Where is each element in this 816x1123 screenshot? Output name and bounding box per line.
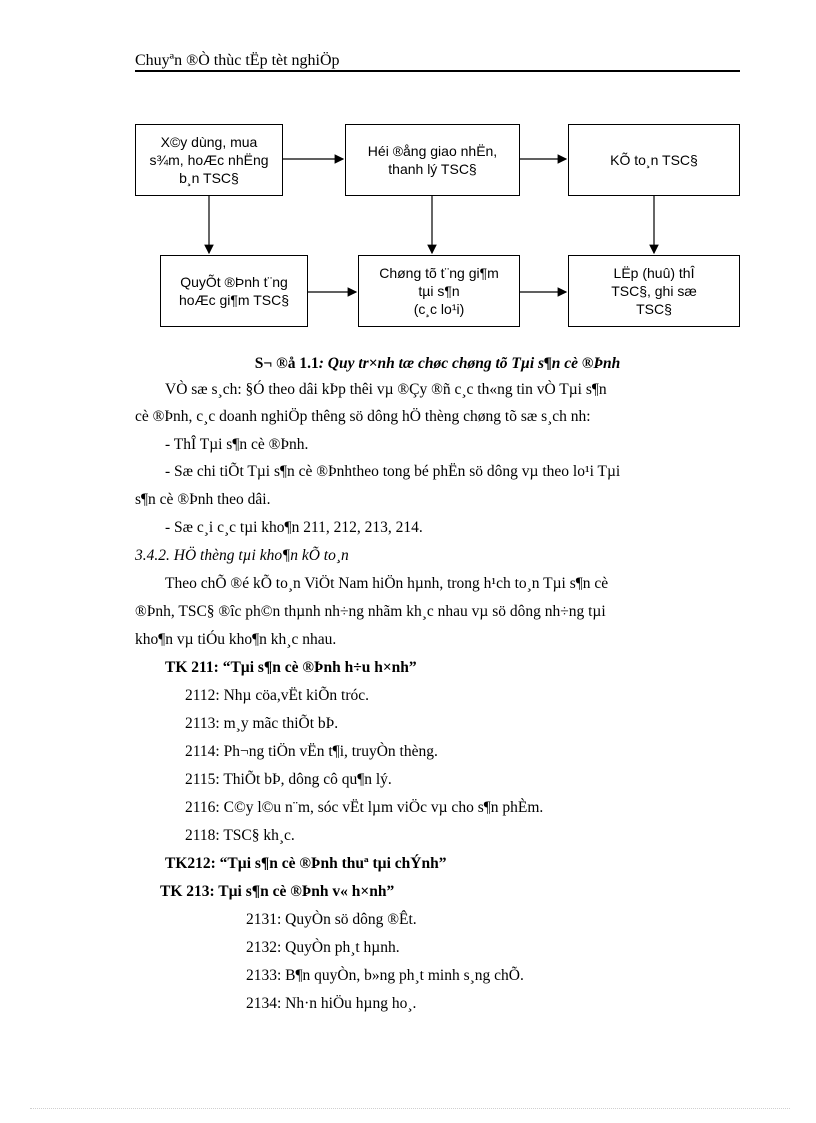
box-line: X©y dùng, mua <box>160 134 258 150</box>
box-line: TSC§, ghi sæ <box>611 283 697 299</box>
tk212-heading: TK212: “Tµi s¶n cè ®Þnh thuª tµi chÝnh” <box>165 855 447 872</box>
para2-line3: kho¶n vµ tiÓu kho¶n kh¸c nhau. <box>135 631 337 648</box>
box-line: QuyÕt ®Þnh t¨ng <box>180 274 288 290</box>
tk211-item: 2113: m¸y mãc thiÕt bÞ. <box>185 715 339 732</box>
tk211-item: 2114: Ph¬ng tiÖn vËn t¶i, truyÒn thèng. <box>185 743 438 760</box>
tk213-item: 2131: QuyÒn sö dông ®Êt. <box>246 911 417 928</box>
tk213-item: 2132: QuyÒn ph¸t hµnh. <box>246 939 400 956</box>
tk211-heading: TK 211: “Tµi s¶n cè ®Þnh h÷u h×nh” <box>165 659 417 676</box>
box-line: b¸n TSC§ <box>179 170 239 186</box>
bullet-2-line1: - Sæ chi tiÕt Tµi s¶n cè ®Þnhtheo tong bé phËn sö dông vµ theo lo¹i Tµi <box>165 463 621 480</box>
box-line: s¾m, hoÆc nhËng <box>149 152 269 168</box>
page-bottom-edge <box>30 1108 790 1109</box>
para2-line2: ®Þnh, TSC§ ®îc ph©n thµnh nh÷ng nhãm kh¸c nhau vµ sö dông nh÷ng tµi <box>135 603 606 620</box>
tk211-item: 2112: Nhµ cöa,vËt kiÕn tróc. <box>185 687 369 704</box>
caption-text: : Quy tr×nh tæ chøc chøng tõ Tµi s¶n cè ®Þnh <box>318 355 621 372</box>
tk213-heading: TK 213: Tµi s¶n cè ®Þnh v« h×nh” <box>160 883 395 900</box>
box-line: Héi ®ång giao nhËn, <box>367 143 498 159</box>
box-line: thanh lý TSC§ <box>388 161 477 177</box>
section-heading: 3.4.2. HÖ thèng tµi kho¶n kÕ to¸n <box>135 547 349 564</box>
para1-line1: VÒ sæ s¸ch: §Ó theo dâi kÞp thêi vµ ®Çy ®ñ c¸c th«ng tin vÒ Tµi s¶n <box>165 381 607 398</box>
tk211-item: 2115: ThiÕt bÞ, dông cô qu¶n lý. <box>185 771 392 788</box>
diagram-caption <box>135 355 740 373</box>
tk211-item: 2118: TSC§ kh¸c. <box>185 827 295 844</box>
para1-line2: cè ®Þnh, c¸c doanh nghiÖp thêng sö dông hÖ thèng chøng tõ sæ s¸ch nh: <box>135 408 591 425</box>
tk211-item: 2116: C©y l©u n¨m, sóc vËt lµm viÖc vµ cho s¶n phÈm. <box>185 799 544 816</box>
tk213-item: 2134: Nh·n hiÖu hµng ho¸. <box>246 995 417 1012</box>
box-line: tµi s¶n <box>418 283 460 299</box>
page-header-title: Chuyªn ®Ò thùc tËp tèt nghiÖp <box>135 52 340 69</box>
box-line: KÕ to¸n TSC§ <box>610 152 698 168</box>
para2-line1: Theo chÕ ®é kÕ to¸n ViÖt Nam hiÖn hµnh, trong h¹ch to¸n Tµi s¶n cè <box>165 575 609 592</box>
box-line: Chøng tõ t¨ng gi¶m <box>379 265 499 281</box>
box-line: TSC§ <box>636 301 672 317</box>
box-line: hoÆc gi¶m TSC§ <box>179 292 289 308</box>
tk213-item: 2133: B¶n quyÒn, b»ng ph¸t minh s¸ng chÕ. <box>246 967 524 984</box>
caption-label: S¬ ®å 1.1 <box>254 355 319 372</box>
box-line: (c¸c lo¹i) <box>413 301 465 317</box>
box-line: LËp (huû) thÎ <box>613 265 695 281</box>
bullet-1: - ThÎ Tµi s¶n cè ®Þnh. <box>165 436 309 453</box>
bullet-2-line2: s¶n cè ®Þnh theo dâi. <box>135 491 271 508</box>
bullet-3: - Sæ c¸i c¸c tµi kho¶n 211, 212, 213, 214. <box>165 519 423 536</box>
